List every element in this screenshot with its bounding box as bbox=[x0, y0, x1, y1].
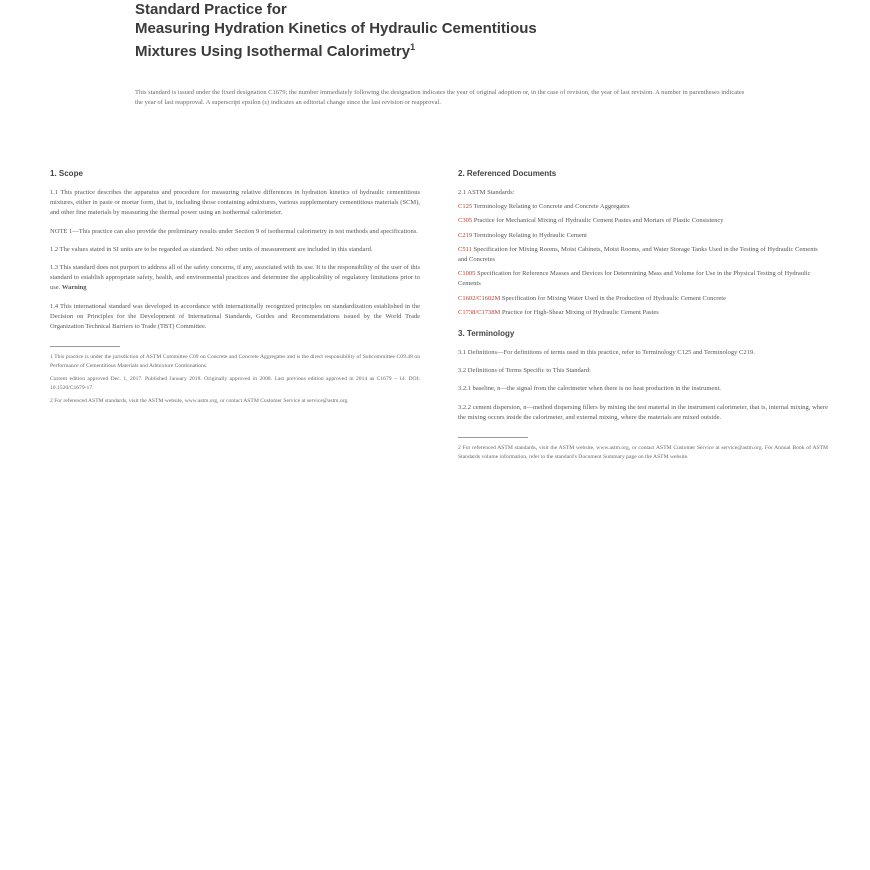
reference-item bbox=[458, 202, 828, 212]
right-footnote: 2 For referenced ASTM standards, visit the ASTM website, www.astm.org, or contact ASTM Customer Service at service@astm.org. For Annual Book of ASTM Standards volume information, refer to the standard's Document Summary page on the ASTM website. bbox=[458, 445, 828, 460]
scope-1-1: 1.1 This practice describes the apparatus and procedure for measuring relative differences in hydration kinetics of hydraulic cementitious mixtures, either in paste or mortar form, that is, including those containing admixtures, various supplementary cementitious materials (SCM), and other fine materials by measuring the thermal power using an isothermal calorimeter. bbox=[50, 189, 420, 217]
reference-title: Practice for High-Shear Mixing of Hydraulic Cement Pastes bbox=[501, 308, 659, 316]
scope-1-3-text: 1.3 This standard does not purport to address all of the safety concerns, if any, associated with its use. It is the responsibility of the user of this standard to establish appropriate safety, health, and environmental practices and determine the applicability of regulatory limitations prior to use. bbox=[50, 264, 420, 292]
reference-title: Terminology Relating to Hydraulic Cement bbox=[473, 231, 587, 239]
reference-code-link[interactable]: C305 bbox=[458, 217, 473, 225]
terminology-3-2: 3.2 Definitions of Terms Specific to This Standard: bbox=[458, 367, 591, 375]
scope-note-1: NOTE 1—This practice can also provide the preliminary results under Section 9 of isothermal calorimetry in test methods and specifications. bbox=[50, 227, 418, 235]
reference-item bbox=[458, 269, 828, 289]
reference-item bbox=[458, 231, 828, 241]
reference-item bbox=[458, 308, 828, 318]
footnote-edition: Current edition approved Dec. 1, 2017. Published January 2018. Originally approved in 2008. Last previous edition approved in 2014 as C1679 – 14. DOI: 10.1520/C1679-17. bbox=[50, 376, 420, 391]
reference-list bbox=[458, 202, 828, 318]
scope-1-2: 1.2 The values stated in SI units are to be regarded as standard. No other units of measurement are included in this standard. bbox=[50, 245, 373, 253]
reference-code-link[interactable]: C511 bbox=[458, 245, 472, 253]
title-superscript: 1 bbox=[410, 42, 416, 52]
scope-heading: 1. Scope bbox=[50, 169, 83, 178]
reference-title: Specification for Reference Masses and Devices for Determining Mass and Volume for Use in the Physical Testing of Hydraulic Cements bbox=[458, 270, 811, 288]
reference-code-link[interactable]: C1602/C1602M bbox=[458, 294, 501, 302]
footnote-rule bbox=[458, 437, 528, 438]
title-block bbox=[135, 0, 755, 61]
title-line-3 bbox=[135, 38, 755, 61]
left-column bbox=[50, 168, 420, 411]
reference-item bbox=[458, 294, 828, 304]
footnote-2: 2 For referenced ASTM standards, visit the ASTM website, www.astm.org, or contact ASTM Customer Service at service@astm.org. bbox=[50, 398, 349, 405]
scope-1-3 bbox=[50, 263, 420, 294]
terminology-3-1: 3.1 Definitions—For definitions of terms used in this practice, refer to Terminology C125 and Terminology C219. bbox=[458, 349, 755, 357]
title-line-3-text: Mixtures Using Isothermal Calorimetry bbox=[135, 43, 411, 60]
reference-item bbox=[458, 216, 828, 226]
reference-item bbox=[458, 245, 828, 265]
warning-label: Warning bbox=[61, 284, 87, 292]
terminology-3-2-2: 3.2.2 cement dispersion, n—method dispersing fillers by mixing the test material in the instrument calorimeter, that is, internal mixing, where the mixing occurs inside the calorimeter, and external mixing, where the materials are mixed outside. bbox=[458, 403, 828, 421]
terminology-heading: 3. Terminology bbox=[458, 329, 515, 339]
reference-title: Specification for Mixing Rooms, Moist Cabinets, Moist Rooms, and Water Storage Tanks Used in the Testing of Hydraulic Cements and Concretes bbox=[458, 245, 818, 264]
scope-1-4: 1.4 This international standard was developed in accordance with internationally recognized principles on standardization established in the Decision on Principles for the Development of International Standards, Guides and Recommendations issued by the World Trade Organization Technical Barriers to Trade (TBT) Committee. bbox=[50, 302, 420, 331]
designation-note: This standard is issued under the fixed designation C1679; the number immediately following the designation indicates the year of original adoption or, in the case of revision, the year of last revision. A number in parentheses indicates the year of last reapproval. A superscript epsilon (ε) indicates an editorial change since the last revision or reapproval. bbox=[135, 89, 745, 106]
references-intro: 2.1 ASTM Standards: bbox=[458, 189, 515, 196]
title-line-1: Standard Practice for bbox=[135, 1, 287, 18]
reference-title: Specification for Mixing Water Used in the Production of Hydraulic Cement Concrete bbox=[501, 294, 726, 302]
terminology-3-2-1: 3.2.1 baseline, n—the signal from the calorimeter when there is no heat production in the instrument. bbox=[458, 385, 721, 393]
reference-code-link[interactable]: C125 bbox=[458, 203, 473, 211]
references-heading: 2. Referenced Documents bbox=[458, 169, 557, 178]
reference-title: Terminology Relating to Concrete and Concrete Aggregates bbox=[473, 203, 630, 211]
footnote-1: 1 This practice is under the jurisdiction of ASTM Committee C09 on Concrete and Concrete Aggregates and is the direct responsibility of Subcommittee C09.48 on Performance of Cementitious Materials and Admixture Combinations. bbox=[50, 354, 420, 369]
footnote-rule bbox=[50, 346, 120, 347]
title-line-2: Measuring Hydration Kinetics of Hydraulic Cementitious bbox=[135, 20, 537, 37]
right-column bbox=[458, 168, 828, 466]
reference-code-link[interactable]: C219 bbox=[458, 231, 473, 239]
reference-code-link[interactable]: C1005 bbox=[458, 270, 476, 278]
reference-code-link[interactable]: C1738/C1738M bbox=[458, 308, 501, 316]
reference-title: Practice for Mechanical Mixing of Hydraulic Cement Pastes and Mortars of Plastic Consistency bbox=[473, 217, 724, 225]
